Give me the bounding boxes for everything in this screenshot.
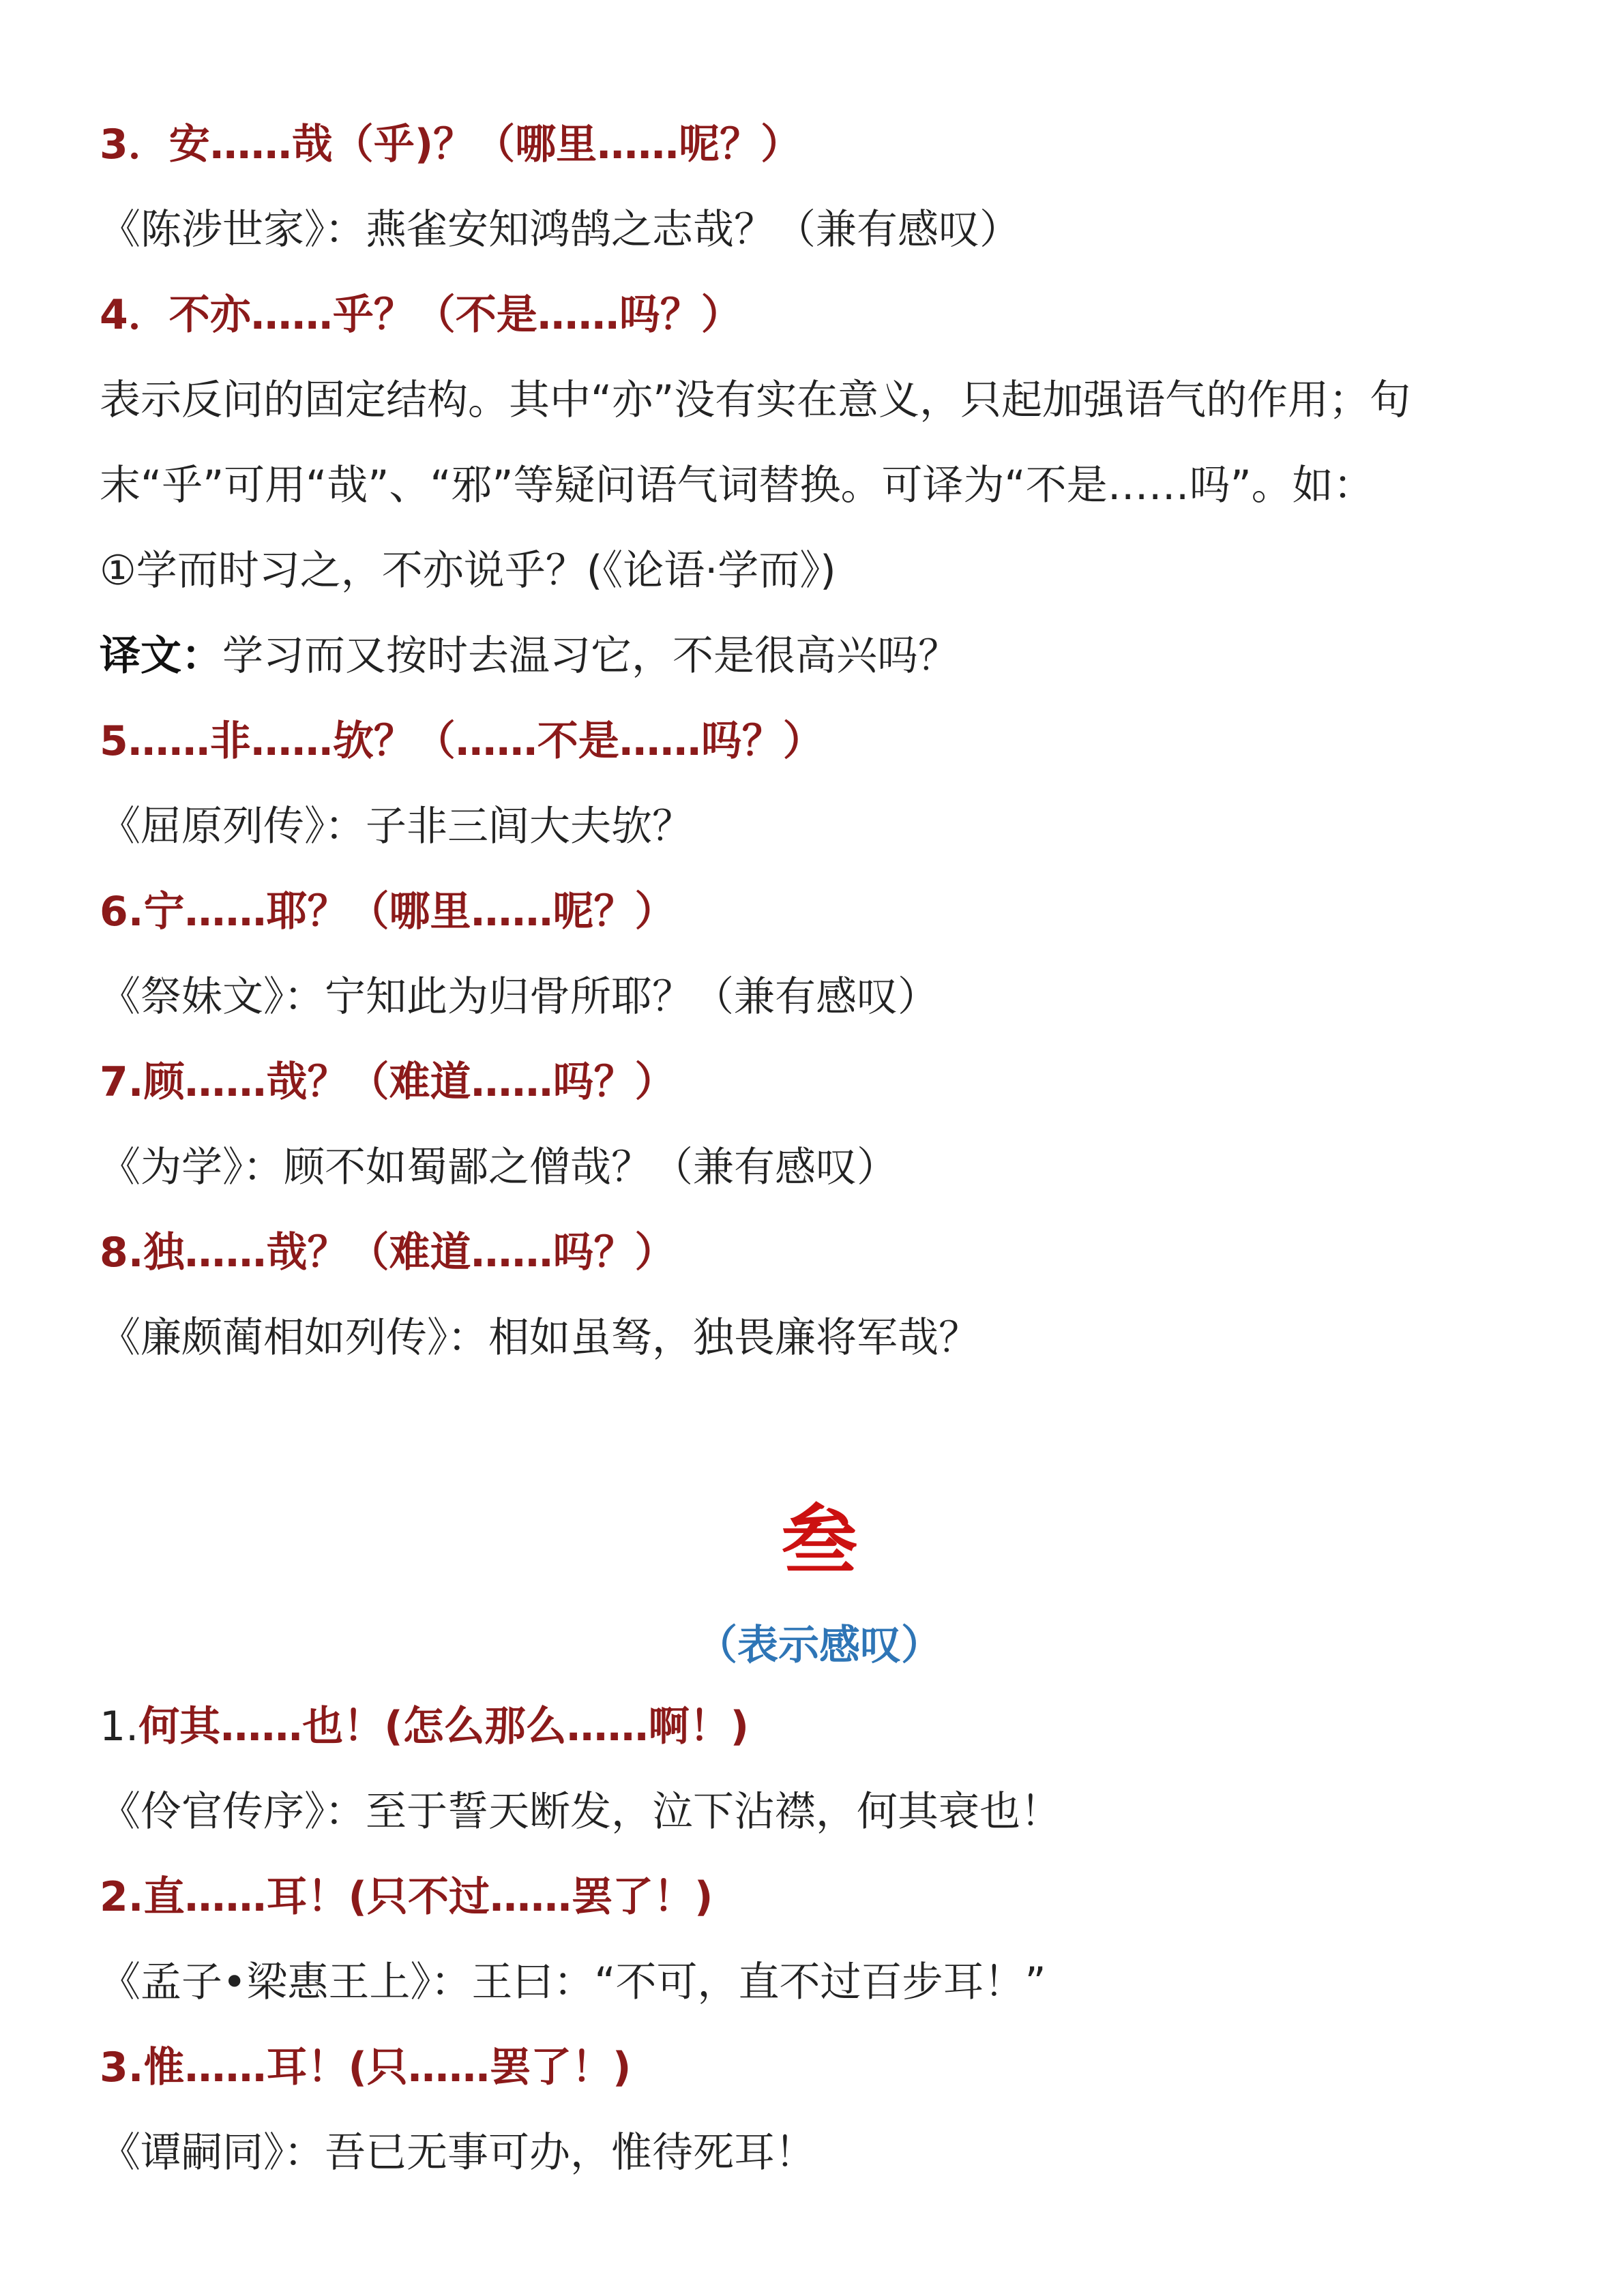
translation-line (100, 614, 1539, 699)
example-sentence: 《屈原列传》：子非三闾大夫欤？ (100, 803, 693, 850)
pattern-heading-an-zai: 3．安……哉（乎)？（哪里……呢？） (100, 121, 802, 168)
pattern-heading-wei-er: 3.惟……耳！(只……罢了！) (100, 2044, 632, 2091)
section-spacer (100, 1381, 1539, 1493)
translation-text: 学习而又按时去温习它，不是很高兴吗？ (222, 632, 959, 680)
example-sentence: 《祭妹文》：宁知此为归骨所耶？（兼有感叹） (100, 973, 939, 1021)
example-sentence: 《廉颇蔺相如列传》：相如虽驽，独畏廉将军哉？ (100, 1314, 979, 1362)
example-sentence: 《为学》：顾不如蜀鄙之僧哉？（兼有感叹） (100, 1144, 898, 1191)
example-sentence: 《孟子•梁惠王上》：王曰：“不可，直不过百步耳！” (100, 1958, 1046, 2006)
section-title: 叁 (781, 1497, 857, 1585)
pattern-heading-he-qi-ye (100, 1684, 1539, 1770)
pattern-heading-fei-yu: 5……非……欤？（……不是……吗？） (100, 717, 824, 765)
explanation-paragraph: 表示反问的固定结构。其中“亦”没有实在意义，只起加强语气的作用；句末“乎”可用“哉”、“邪”等疑问语气词替换。可译为“不是……吗”。如： (100, 376, 1411, 509)
example-sentence: 《谭嗣同》：吾已无事可办，惟待死耳！ (100, 2129, 816, 2177)
translation-label: 译文： (100, 632, 222, 680)
pattern-heading-text: 何其……也！(怎么那么……啊！) (138, 1703, 750, 1750)
example-sentence: 《伶官传序》：至于誓天断发，泣下沾襟，何其衰也！ (100, 1788, 1061, 1836)
pattern-heading-ning-ye: 6.宁……耶？（哪里……呢？） (100, 888, 676, 936)
document-page (100, 102, 1539, 2196)
pattern-heading-bu-yi-hu: 4．不亦……乎？（不是……吗？） (100, 291, 742, 339)
example-sentence: ①学而时习之，不亦说乎？(《论语·学而》) (100, 547, 836, 595)
pattern-heading-gu-zai: 7.顾……哉？（难道……吗？） (100, 1058, 676, 1106)
section-subtitle: （表示感叹） (696, 1622, 942, 1669)
example-sentence: 《陈涉世家》：燕雀安知鸿鹄之志哉？（兼有感叹） (100, 206, 1020, 254)
item-number: 1. (100, 1703, 139, 1750)
pattern-heading-du-zai: 8.独……哉？（难道……吗？） (100, 1229, 676, 1277)
pattern-heading-zhi-er: 2.直……耳！(只不过……罢了！) (100, 1873, 713, 1921)
